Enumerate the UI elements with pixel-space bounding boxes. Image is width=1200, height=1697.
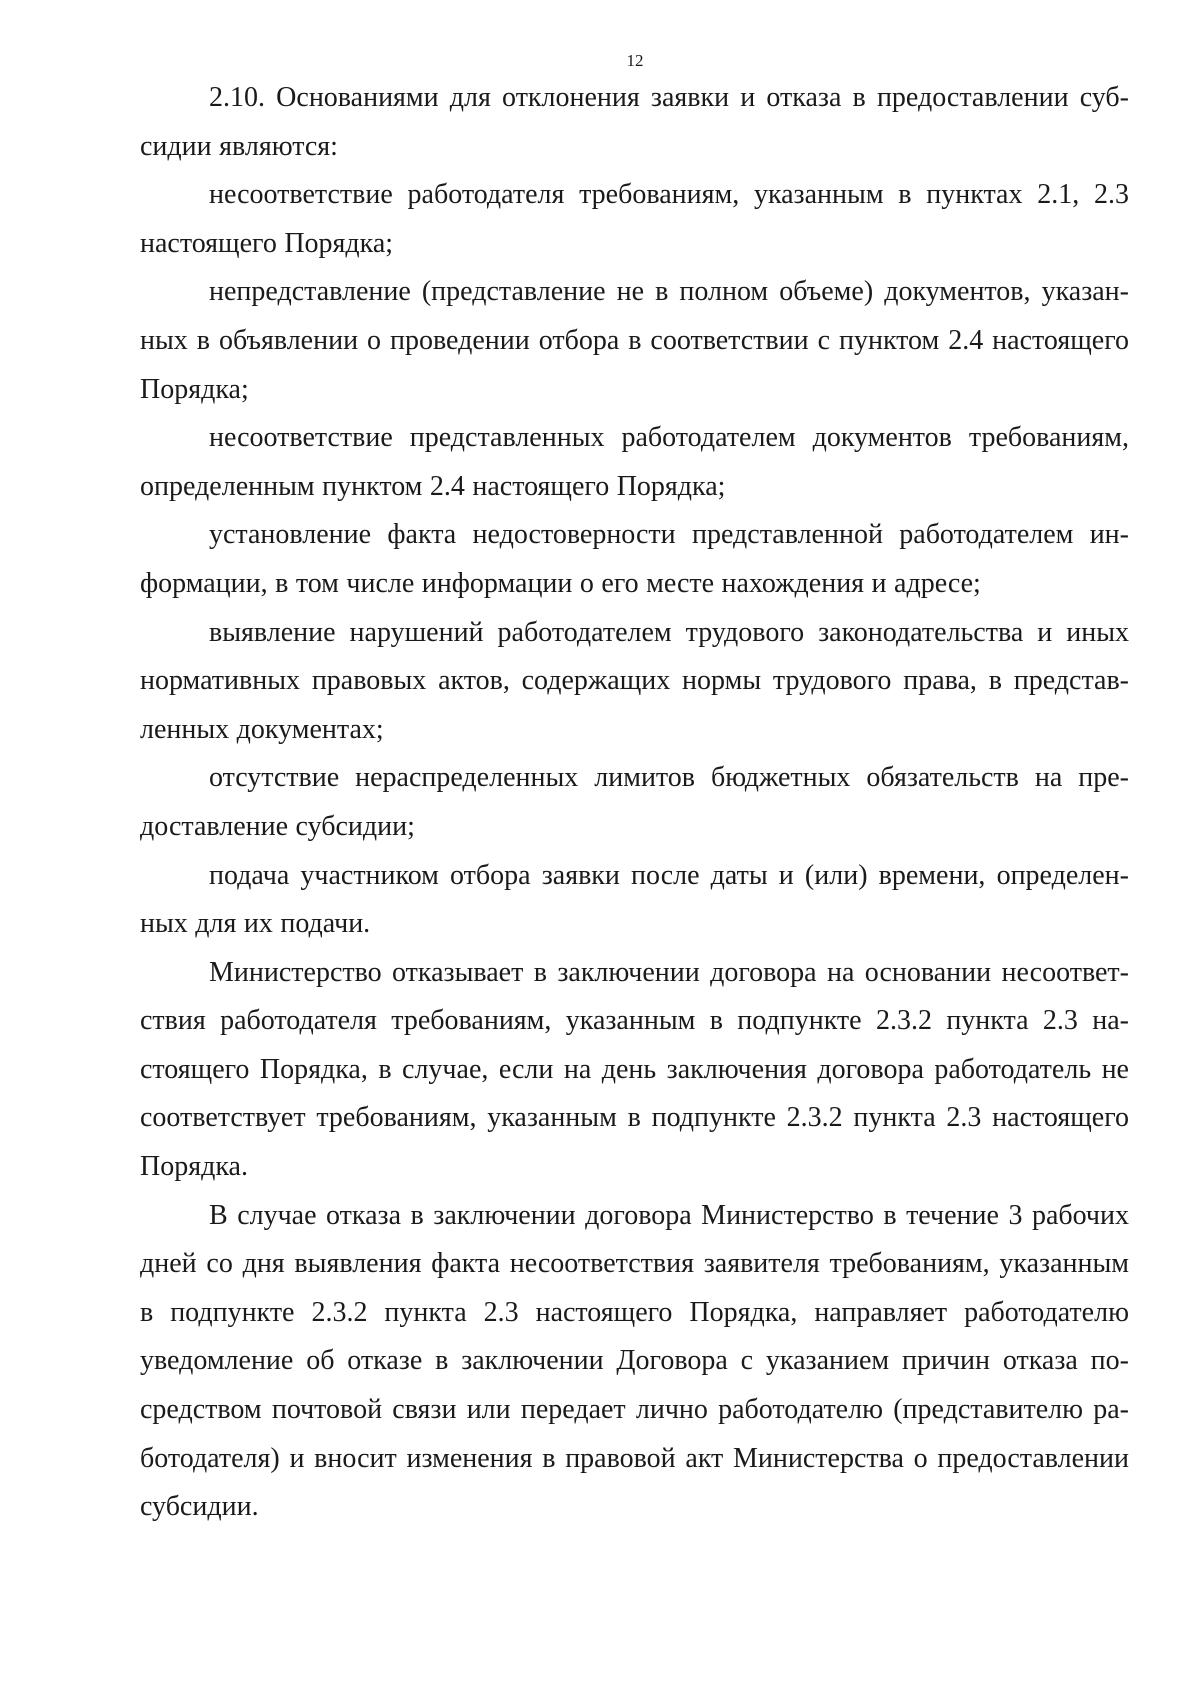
paragraph-refusal-notification: В случае отказа в заключении договора Министерство в течение 3 рабочих дней со дня выявления факта несоответствия заявителя требованиям, указанным в подпункте 2.3.2 пункта 2.3 настоящего Порядка, направляет работодателю уведомление об отказе в заключении Договора с указанием причин отказа посредством почтовой связи или передает лично работодателю (представителю работодателя) и вносит изменения в правовой акт Министерства о предоставлении субсидии. — [140, 1199, 1129, 1523]
list-item-noncompliance-requirements: несоответствие работодателя требованиям, указанным в пунктах 2.1, 2.3 настоящего Порядка; — [140, 179, 1129, 259]
document-body — [140, 74, 1129, 1532]
paragraph-grounds-for-rejection: 2.10. Основаниями для отклонения заявки и отказа в предоставлении субсидии являются: — [140, 82, 1129, 162]
list-item-documents-noncompliant: несоответствие представленных работодателем документов требованиям, определенным пунктом 2.4 настоящего Порядка; — [140, 422, 1129, 502]
list-item-labor-law-violations: выявление нарушений работодателем трудового законодательства и иных нормативных правовых актов, содержащих нормы трудового права, в представленных документах; — [140, 616, 1129, 745]
list-item-documents-not-submitted: непредставление (представление не в полном объеме) документов, указанных в объявлении о проведении отбора в соответствии с пунктом 2.4 настоящего Порядка; — [140, 276, 1129, 405]
page-number: 12 — [626, 51, 644, 70]
paragraph-ministry-refusal: Министерство отказывает в заключении договора на основании несоответствия работодателя требованиям, указанным в подпункте 2.3.2 пункта 2.3 настоящего Порядка, в случае, если на день заключения договора работодатель не соответствует требованиям, указанным в подпункте 2.3.2 пункта 2.3 настоящего Порядка. — [140, 956, 1129, 1183]
list-item-no-budget-limits: отсутствие нераспределенных лимитов бюджетных обязательств на предоставление субсидии; — [140, 762, 1129, 842]
list-item-late-submission: подача участником отбора заявки после даты и (или) времени, определенных для их подачи. — [140, 859, 1129, 940]
list-item-false-information: установление факта недостоверности представленной работодателем информации, в том числе информации о его месте нахождения и адресе; — [140, 519, 1129, 599]
